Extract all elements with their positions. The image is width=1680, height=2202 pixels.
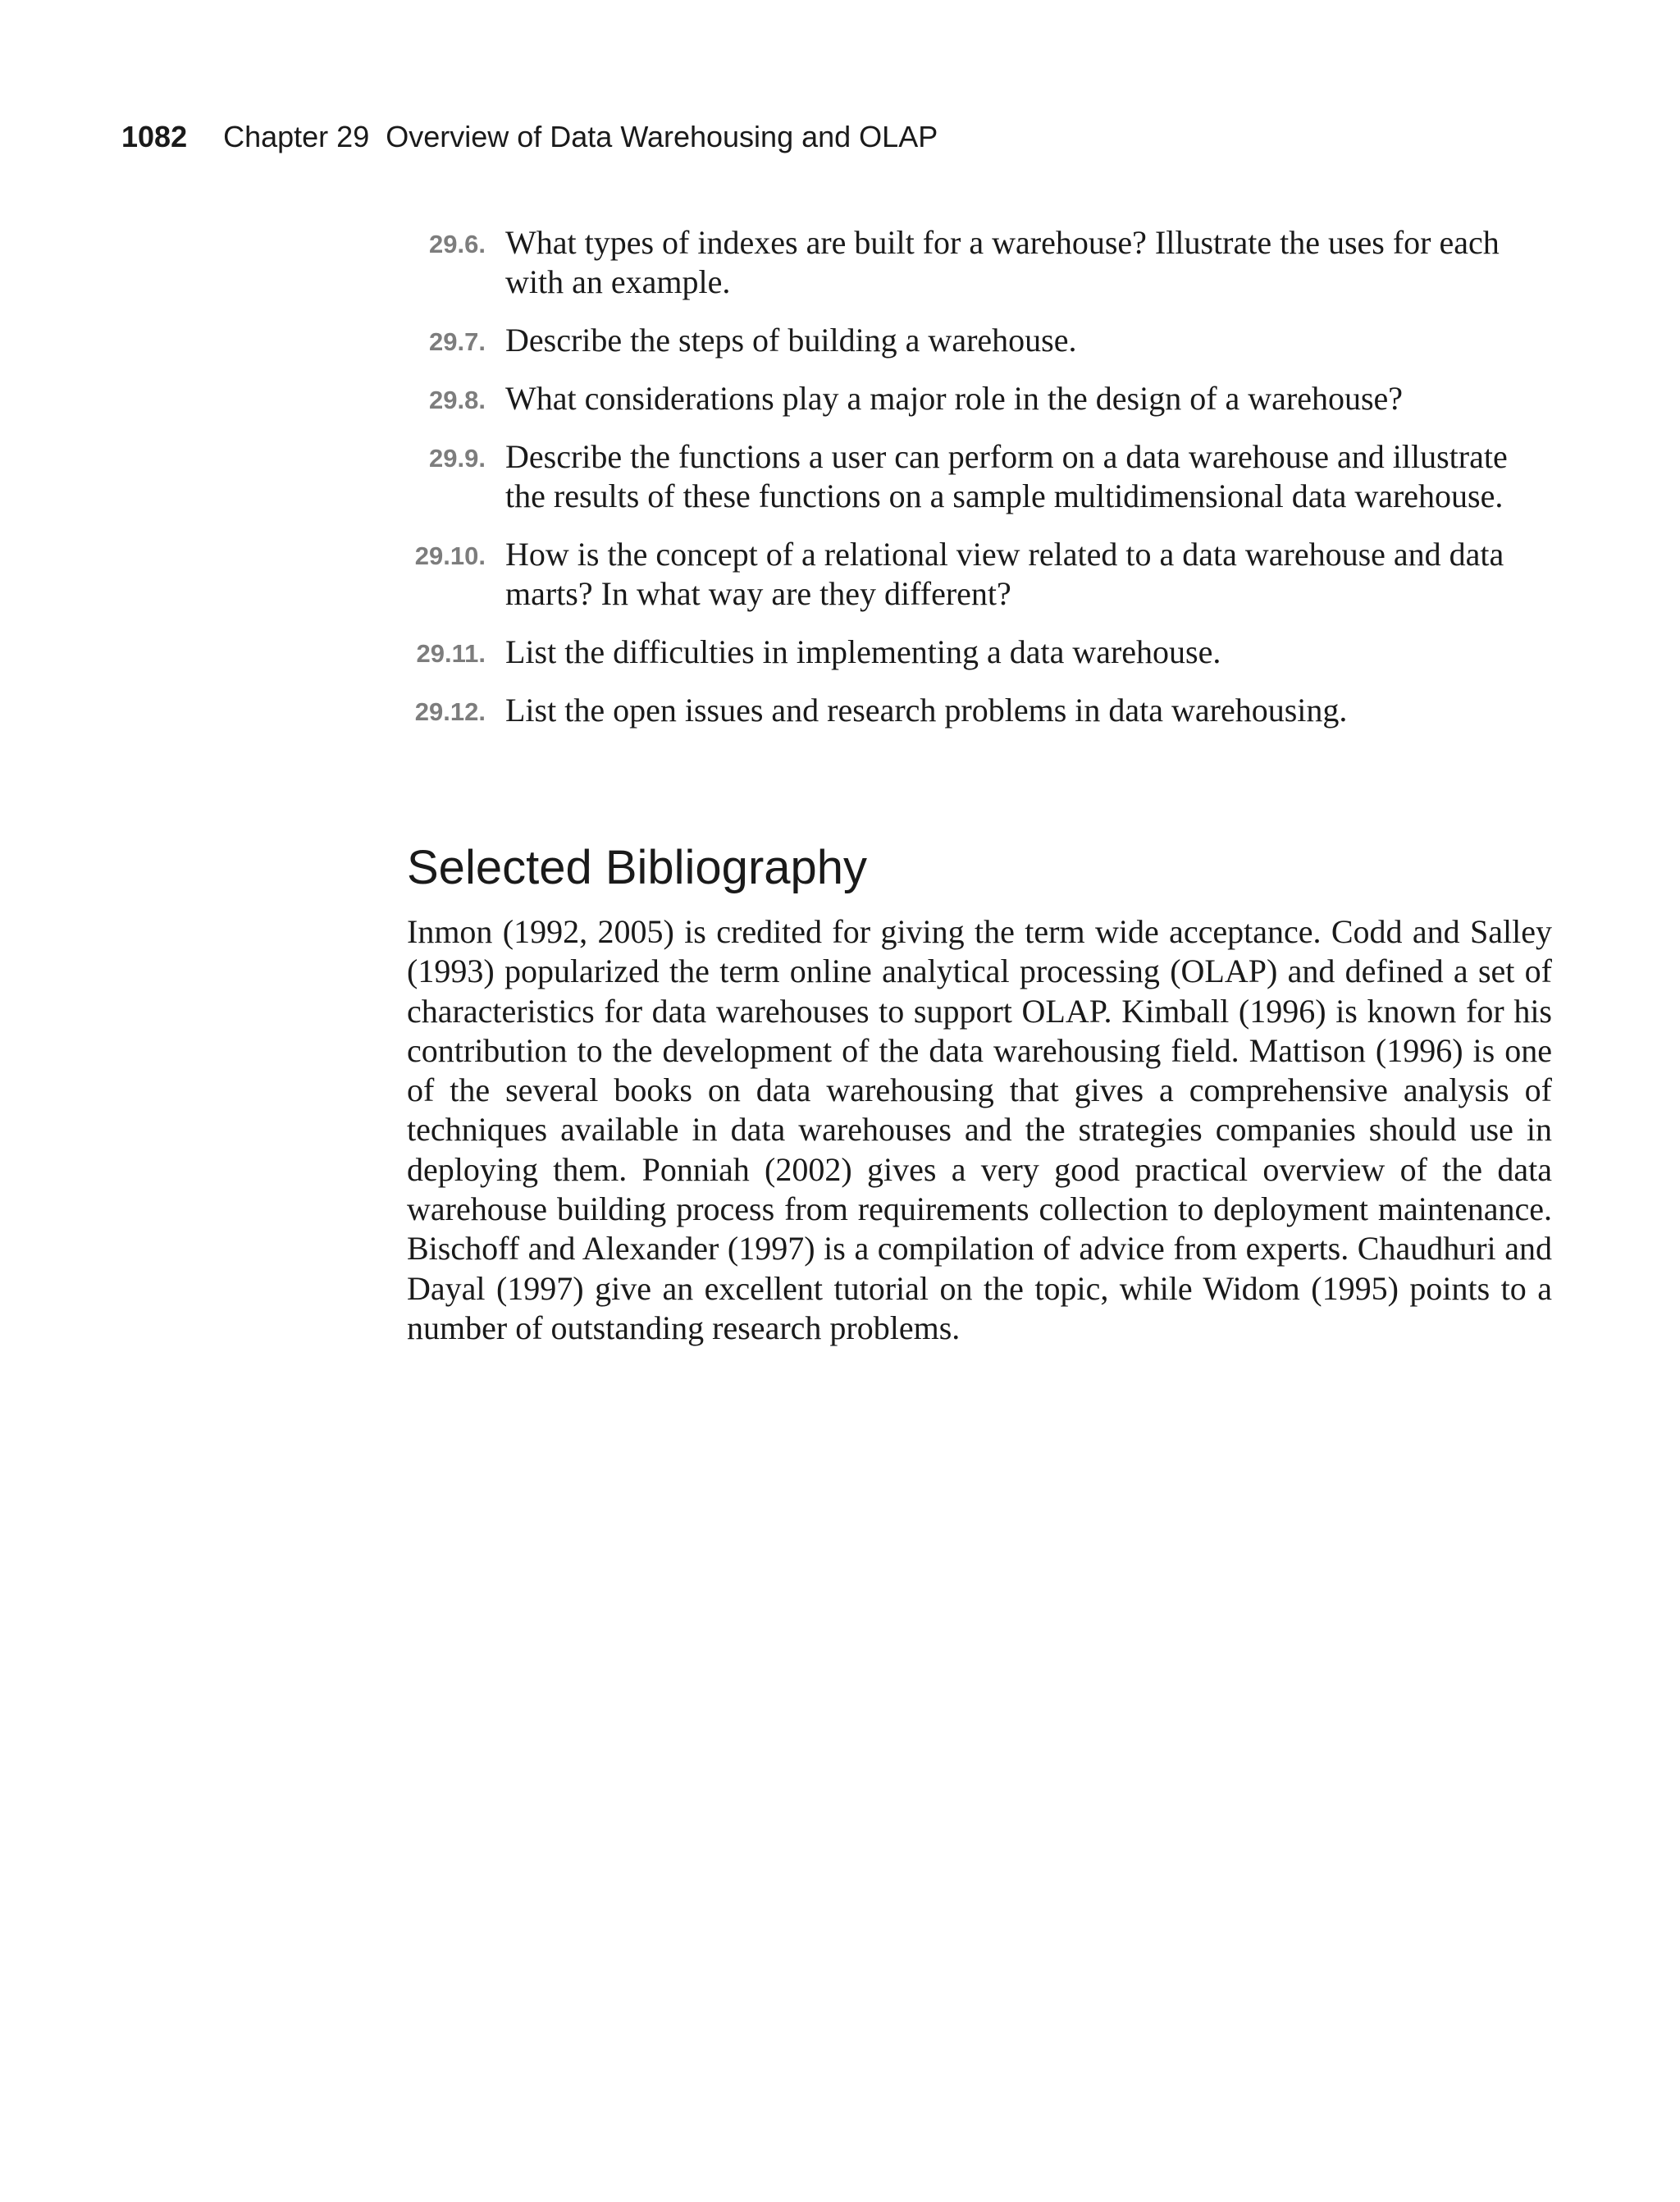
question-item bbox=[394, 379, 1552, 418]
bibliography-paragraph: Inmon (1992, 2005) is credited for giving the term wide acceptance. Codd and Salley (1993) popularized the term online analytical processing (OLAP) and defined a set of characteristics for data warehouses to support OLAP. Kimball (1996) is known for his contribution to the development of the data warehousing field. Mattison (1996) is one of the several books on data warehousing that gives a comprehensive analysis of techniques available in data warehouses and the strategies companies should use in deploying them. Ponniah (2002) gives a very good practical overview of the data warehouse building process from requirements collection to deployment maintenance. Bischoff and Alexander (1997) is a compilation of advice from experts. Chaudhuri and Dayal (1997) give an excellent tutorial on the topic, while Widom (1995) points to a number of outstanding research problems. bbox=[407, 913, 1552, 1346]
question-text: How is the concept of a relational view related to a data warehouse and data marts? In what way are they different? bbox=[505, 536, 1504, 612]
page-number: 1082 bbox=[121, 120, 188, 153]
question-item bbox=[394, 437, 1552, 516]
question-text: What types of indexes are built for a warehouse? Illustrate the uses for each with an example. bbox=[505, 224, 1500, 300]
question-number: 29.6. bbox=[429, 230, 486, 258]
question-number: 29.12. bbox=[414, 697, 486, 726]
review-questions-list bbox=[394, 223, 1552, 749]
bibliography-heading: Selected Bibliography bbox=[407, 841, 868, 894]
question-item bbox=[394, 223, 1552, 302]
question-text: What considerations play a major role in the design of a warehouse? bbox=[505, 380, 1404, 417]
question-number: 29.11. bbox=[416, 639, 486, 668]
question-text: Describe the steps of building a warehouse. bbox=[505, 322, 1077, 359]
question-item bbox=[394, 321, 1552, 360]
question-item bbox=[394, 633, 1552, 672]
question-text: Describe the functions a user can perform on a data warehouse and illustrate the results of these functions on a sample multidimensional data warehouse. bbox=[505, 438, 1508, 514]
question-number: 29.9. bbox=[429, 444, 486, 473]
question-text: List the difficulties in implementing a data warehouse. bbox=[505, 633, 1221, 670]
question-number: 29.7. bbox=[429, 327, 486, 356]
question-number: 29.10. bbox=[414, 541, 486, 570]
question-number: 29.8. bbox=[429, 386, 486, 414]
question-item bbox=[394, 535, 1552, 614]
question-item bbox=[394, 691, 1552, 730]
running-title: Chapter 29 Overview of Data Warehousing and OLAP bbox=[223, 120, 938, 153]
running-head bbox=[121, 117, 938, 157]
question-text: List the open issues and research problems in data warehousing. bbox=[505, 692, 1348, 729]
